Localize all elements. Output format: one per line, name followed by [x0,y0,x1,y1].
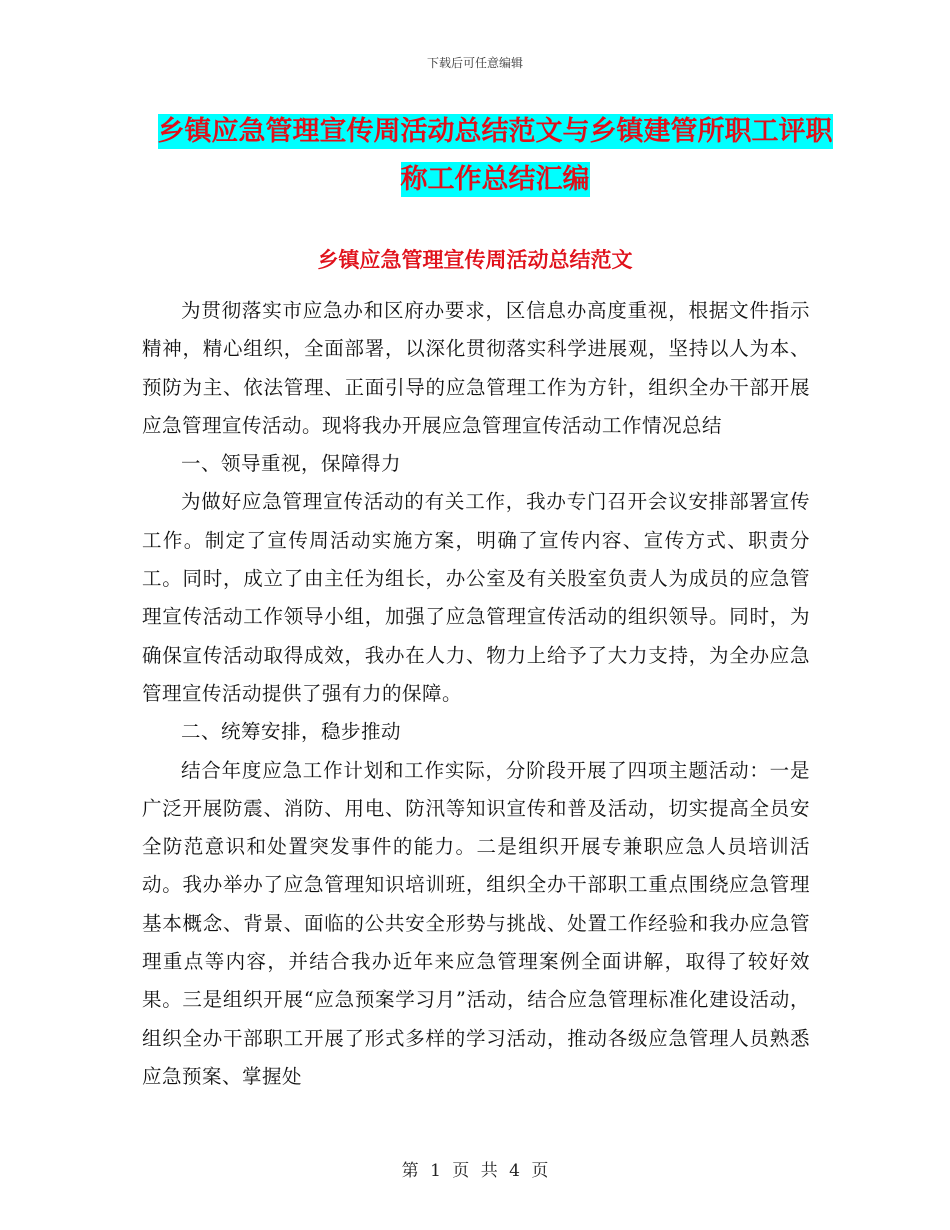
page-header-note: 下载后可任意编辑 [426,56,523,70]
paragraph-planning: 结合年度应急工作计划和工作实际，分阶段开展了四项主题活动：一是广泛开展防震、消防、用电、防汛等知识宣传和普及活动，切实提高全员安全防范意识和处置突发事件的能力。二是组织开展专兼职应急人员培训活动。我办举办了应急管理知识培训班，组织全办干部职工重点围绕应急管理基本概念、背景、面临的公共安全形势与挑战、处置工作经验和我办应急管理重点等内容，并结合我办近年来应急管理案例全面讲解，取得了较好效果。三是组织开展“应急预案学习月”活动，结合应急管理标准化建设活动，组织全办干部职工开展了形式多样的学习活动，推动各级应急管理人员熟悉应急预案、掌握处 [142,758,810,1088]
heading-leadership: 一、领导重视，保障得力 [181,452,402,476]
heading-planning: 二、统筹安排，稳步推动 [181,720,402,744]
paragraph-leadership: 为做好应急管理宣传活动的有关工作，我办专门召开会议安排部署宣传工作。制定了宣传周活动实施方案，明确了宣传内容、宣传方式、职责分工。同时，成立了由主任为组长，办公室及有关股室负责人为成员的应急管理宣传活动工作领导小组，加强了应急管理宣传活动的组织领导。同时，为确保宣传活动取得成效，我办在人力、物力上给予了大力支持，为全办应急管理宣传活动提供了强有力的保障。 [142,490,810,705]
section-title: 乡镇应急管理宣传周活动总结范文 [317,247,633,272]
paragraph-intro: 为贯彻落实市应急办和区府办要求，区信息办高度重视，根据文件指示精神，精心组织，全面部署，以深化贯彻落实科学进展观，坚持以人为本、预防为主、依法管理、正面引导的应急管理工作为方针，组织全办干部开展应急管理宣传活动。现将我办开展应急管理宣传活动工作情况总结 [142,299,810,437]
document-title [150,108,840,204]
page-number: 第 1 页 共 4 页 [401,1161,549,1181]
document-body [142,292,810,1096]
document-title-text: 乡镇应急管理宣传周活动总结范文与乡镇建管所职工评职称工作总结汇编 [157,116,833,195]
